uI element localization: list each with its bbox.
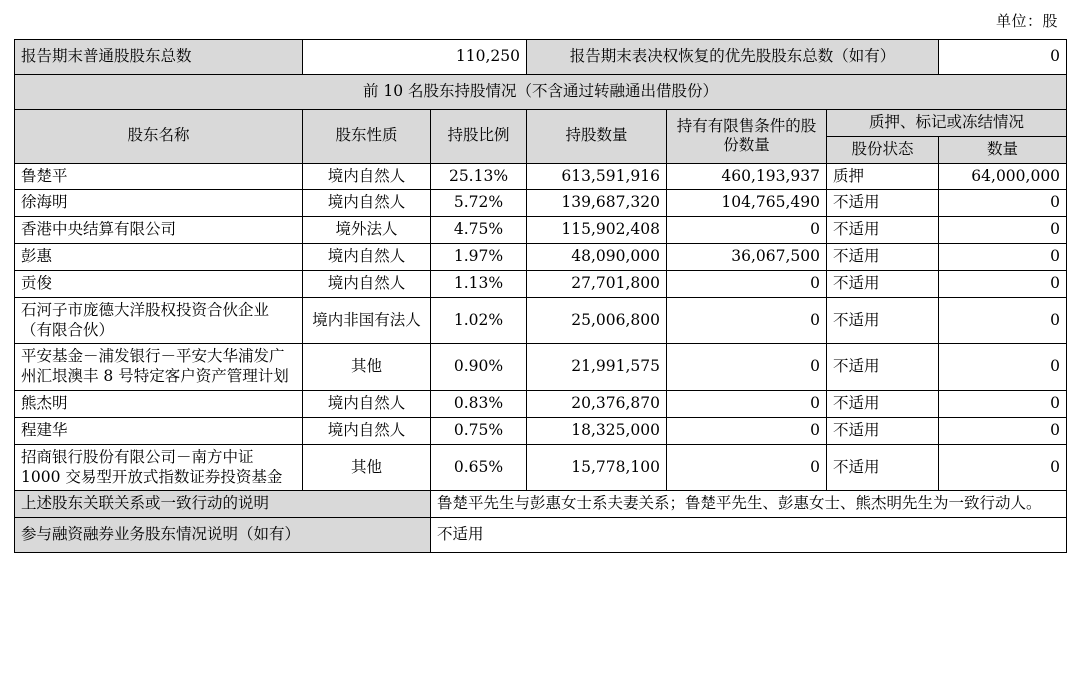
cell-holding-ratio: 0.75% xyxy=(431,417,527,444)
cell-holding-quantity: 21,991,575 xyxy=(527,344,667,391)
header-holding-quantity: 持股数量 xyxy=(527,110,667,164)
cell-shareholder-nature: 境内自然人 xyxy=(303,391,431,418)
table-header-row-1 xyxy=(15,110,1067,137)
table-row xyxy=(15,270,1067,297)
section-title: 前 10 名股东持股情况（不含通过转融通出借股份） xyxy=(15,75,1067,110)
cell-status-quantity: 64,000,000 xyxy=(939,163,1067,190)
cell-restricted-quantity: 104,765,490 xyxy=(667,190,827,217)
cell-shareholder-nature: 其他 xyxy=(303,344,431,391)
cell-share-status: 不适用 xyxy=(827,244,939,271)
table-row-margin-note xyxy=(15,518,1067,553)
cell-restricted-quantity: 0 xyxy=(667,297,827,344)
cell-shareholder-name: 贡俊 xyxy=(15,270,303,297)
header-share-status: 股份状态 xyxy=(827,136,939,163)
cell-holding-quantity: 613,591,916 xyxy=(527,163,667,190)
cell-shareholder-nature: 境内自然人 xyxy=(303,417,431,444)
cell-holding-quantity: 48,090,000 xyxy=(527,244,667,271)
cell-holding-quantity: 115,902,408 xyxy=(527,217,667,244)
cell-restricted-quantity: 36,067,500 xyxy=(667,244,827,271)
cell-status-quantity: 0 xyxy=(939,444,1067,491)
cell-share-status: 不适用 xyxy=(827,217,939,244)
cell-status-quantity: 0 xyxy=(939,297,1067,344)
table-row xyxy=(15,391,1067,418)
table-row xyxy=(15,163,1067,190)
header-status-quantity: 数量 xyxy=(939,136,1067,163)
cell-shareholder-name: 熊杰明 xyxy=(15,391,303,418)
cell-share-status: 不适用 xyxy=(827,391,939,418)
shareholder-table xyxy=(14,39,1067,553)
table-row xyxy=(15,217,1067,244)
cell-holding-quantity: 15,778,100 xyxy=(527,444,667,491)
cell-status-quantity: 0 xyxy=(939,217,1067,244)
cell-shareholder-name: 招商银行股份有限公司－南方中证 1000 交易型开放式指数证券投资基金 xyxy=(15,444,303,491)
margin-note-label: 参与融资融券业务股东情况说明（如有） xyxy=(15,518,431,553)
table-row xyxy=(15,344,1067,391)
cell-status-quantity: 0 xyxy=(939,344,1067,391)
cell-share-status: 不适用 xyxy=(827,444,939,491)
cell-shareholder-nature: 其他 xyxy=(303,444,431,491)
cell-holding-ratio: 4.75% xyxy=(431,217,527,244)
preferred-shareholders-label: 报告期末表决权恢复的优先股股东总数（如有） xyxy=(527,40,939,75)
table-row-section-title xyxy=(15,75,1067,110)
cell-holding-ratio: 0.83% xyxy=(431,391,527,418)
margin-note-text: 不适用 xyxy=(431,518,1067,553)
cell-shareholder-name: 鲁楚平 xyxy=(15,163,303,190)
cell-shareholder-nature: 境内自然人 xyxy=(303,190,431,217)
cell-holding-ratio: 1.13% xyxy=(431,270,527,297)
header-restricted-quantity: 持有有限售条件的股份数量 xyxy=(667,110,827,164)
cell-shareholder-nature: 境内自然人 xyxy=(303,270,431,297)
cell-holding-ratio: 0.65% xyxy=(431,444,527,491)
cell-shareholder-name: 程建华 xyxy=(15,417,303,444)
cell-share-status: 质押 xyxy=(827,163,939,190)
header-shareholder-name: 股东名称 xyxy=(15,110,303,164)
table-row xyxy=(15,417,1067,444)
common-shareholders-label: 报告期末普通股股东总数 xyxy=(15,40,303,75)
cell-status-quantity: 0 xyxy=(939,417,1067,444)
cell-share-status: 不适用 xyxy=(827,344,939,391)
cell-holding-ratio: 5.72% xyxy=(431,190,527,217)
cell-shareholder-nature: 境内非国有法人 xyxy=(303,297,431,344)
cell-shareholder-name: 彭惠 xyxy=(15,244,303,271)
cell-holding-quantity: 25,006,800 xyxy=(527,297,667,344)
cell-shareholder-name: 石河子市庞德大洋股权投资合伙企业（有限合伙） xyxy=(15,297,303,344)
cell-share-status: 不适用 xyxy=(827,417,939,444)
cell-shareholder-name: 平安基金－浦发银行－平安大华浦发广州汇垠澳丰 8 号特定客户资产管理计划 xyxy=(15,344,303,391)
cell-holding-ratio: 0.90% xyxy=(431,344,527,391)
table-row-totals xyxy=(15,40,1067,75)
common-shareholders-value: 110,250 xyxy=(303,40,527,75)
header-holding-ratio: 持股比例 xyxy=(431,110,527,164)
cell-shareholder-nature: 境外法人 xyxy=(303,217,431,244)
cell-restricted-quantity: 0 xyxy=(667,344,827,391)
unit-label: 单位：股 xyxy=(995,12,1058,30)
cell-holding-ratio: 1.97% xyxy=(431,244,527,271)
cell-restricted-quantity: 0 xyxy=(667,270,827,297)
header-pledge-group: 质押、标记或冻结情况 xyxy=(827,110,1067,137)
cell-holding-quantity: 18,325,000 xyxy=(527,417,667,444)
header-shareholder-nature: 股东性质 xyxy=(303,110,431,164)
cell-status-quantity: 0 xyxy=(939,270,1067,297)
cell-share-status: 不适用 xyxy=(827,297,939,344)
cell-shareholder-nature: 境内自然人 xyxy=(303,244,431,271)
relation-note-label: 上述股东关联关系或一致行动的说明 xyxy=(15,491,431,518)
cell-status-quantity: 0 xyxy=(939,244,1067,271)
cell-holding-ratio: 1.02% xyxy=(431,297,527,344)
cell-share-status: 不适用 xyxy=(827,270,939,297)
cell-restricted-quantity: 0 xyxy=(667,217,827,244)
cell-share-status: 不适用 xyxy=(827,190,939,217)
table-row-relation-note xyxy=(15,491,1067,518)
cell-holding-ratio: 25.13% xyxy=(431,163,527,190)
cell-shareholder-nature: 境内自然人 xyxy=(303,163,431,190)
cell-holding-quantity: 139,687,320 xyxy=(527,190,667,217)
relation-note-text: 鲁楚平先生与彭惠女士系夫妻关系；鲁楚平先生、彭惠女士、熊杰明先生为一致行动人。 xyxy=(431,491,1067,518)
preferred-shareholders-value: 0 xyxy=(939,40,1067,75)
cell-restricted-quantity: 0 xyxy=(667,444,827,491)
cell-shareholder-name: 徐海明 xyxy=(15,190,303,217)
cell-restricted-quantity: 0 xyxy=(667,391,827,418)
cell-restricted-quantity: 460,193,937 xyxy=(667,163,827,190)
cell-restricted-quantity: 0 xyxy=(667,417,827,444)
table-row xyxy=(15,244,1067,271)
cell-status-quantity: 0 xyxy=(939,391,1067,418)
table-row xyxy=(15,444,1067,491)
cell-holding-quantity: 20,376,870 xyxy=(527,391,667,418)
table-row xyxy=(15,190,1067,217)
cell-status-quantity: 0 xyxy=(939,190,1067,217)
cell-holding-quantity: 27,701,800 xyxy=(527,270,667,297)
table-row xyxy=(15,297,1067,344)
cell-shareholder-name: 香港中央结算有限公司 xyxy=(15,217,303,244)
